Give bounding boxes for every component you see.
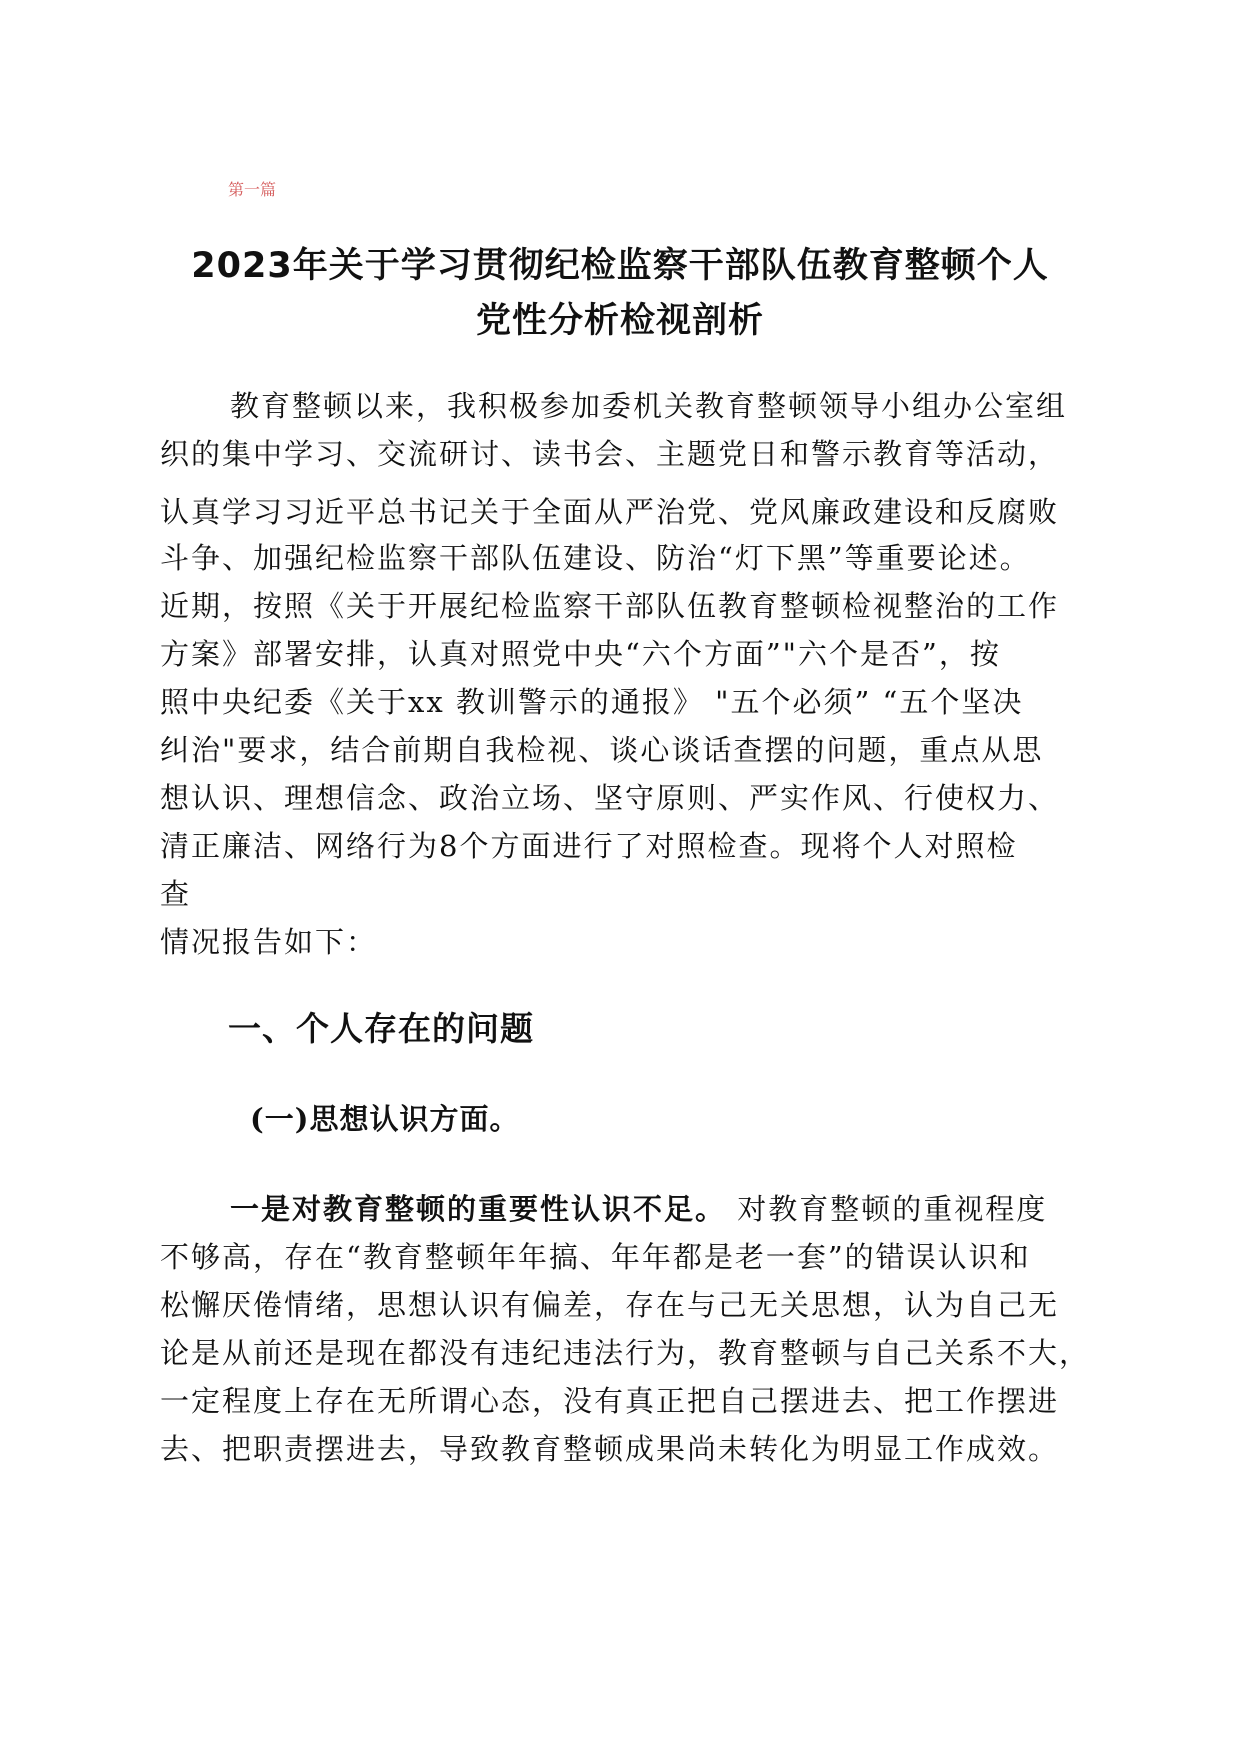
intro-line: 查 — [160, 877, 192, 911]
paragraph-first-line — [230, 1185, 1047, 1233]
intro-line: 认真学习习近平总书记关于全面从严治党、党风廉政建设和反腐败 — [160, 495, 1060, 529]
document-title-line-1: 2023年关于学习贯彻纪检监察干部队伍教育整顿个人 — [191, 246, 1049, 286]
intro-line: 斗争、加强纪检监察干部队伍建设、防治“灯下黑”等重要论述。 — [160, 541, 1031, 575]
section-heading: 一、个人存在的问题 — [228, 1009, 534, 1048]
intro-line: 教育整顿以来，我积极参加委机关教育整顿领导小组办公室组 — [230, 389, 1068, 423]
subsection-heading: (一)思想认识方面。 — [250, 1102, 520, 1136]
intro-line: 清正廉洁、网络行为8个方面进行了对照检查。现将个人对照检 — [160, 829, 1018, 863]
paragraph-text: 对教育整顿的重视程度 — [726, 1192, 1048, 1226]
intro-line: 织的集中学习、交流研讨、读书会、主题党日和警示教育等活动， — [160, 437, 1060, 471]
intro-line: 照中央纪委《关于xx 教训警示的通报》 "五个必须” “五个坚决 — [160, 685, 1024, 719]
document-title-line-2: 党性分析检视剖析 — [475, 301, 764, 341]
intro-line: 想认识、理想信念、政治立场、坚守原则、严实作风、行使权力、 — [160, 781, 1060, 815]
paragraph-lead: 一是对教育整顿的重要性认识不足。 — [230, 1192, 727, 1226]
section-tag: 第一篇 — [228, 180, 277, 199]
paragraph-line: 不够高，存在“教育整顿年年搞、年年都是老一套”的错误认识和 — [160, 1240, 1031, 1274]
paragraph-line: 去、把职责摆进去，导致教育整顿成果尚未转化为明显工作成效。 — [160, 1432, 1060, 1466]
paragraph-line: 一定程度上存在无所谓心态，没有真正把自己摆进去、把工作摆进 — [160, 1384, 1060, 1418]
intro-line: 方案》部署安排，认真对照党中央“六个方面”"六个是否”，按 — [160, 637, 1001, 671]
paragraph-line: 松懈厌倦情绪，思想认识有偏差，存在与己无关思想，认为自己无 — [160, 1288, 1060, 1322]
intro-line: 纠治"要求，结合前期自我检视、谈心谈话查摆的问题，重点从思 — [160, 733, 1044, 767]
paragraph-line: 论是从前还是现在都没有违纪违法行为，教育整顿与自己关系不大， — [160, 1336, 1091, 1370]
intro-line: 近期，按照《关于开展纪检监察干部队伍教育整顿检视整治的工作 — [160, 589, 1060, 623]
intro-line: 情况报告如下： — [160, 925, 378, 959]
